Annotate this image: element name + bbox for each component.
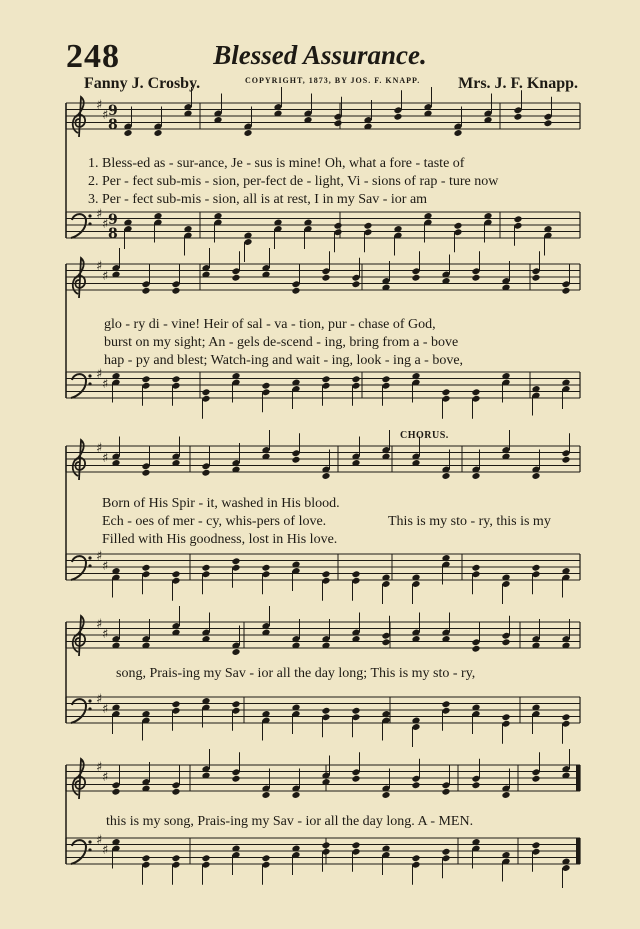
note-head xyxy=(231,557,240,565)
note-head xyxy=(123,129,132,137)
note-head xyxy=(351,280,360,288)
note-head xyxy=(411,854,420,862)
bass-clef-dot xyxy=(88,556,91,559)
note-head xyxy=(531,564,540,572)
hymn-number: 248 xyxy=(66,38,120,75)
note-head xyxy=(261,564,270,572)
sharp-icon: ♯ xyxy=(96,692,103,707)
note-head xyxy=(231,700,240,708)
note-head xyxy=(441,848,450,856)
note-head xyxy=(441,388,450,396)
note-head xyxy=(561,713,570,721)
note-head xyxy=(471,781,480,789)
time-signature-bottom: 8 xyxy=(108,226,118,242)
final-bar-line xyxy=(576,765,580,791)
note-head xyxy=(231,648,240,656)
lyric-line: burst on my sight; An - gels de-scend - ing, bring from a - bove xyxy=(104,335,459,350)
note-head xyxy=(501,791,510,799)
note-head xyxy=(201,564,210,572)
note-head xyxy=(381,638,390,646)
sharp-icon: ♯ xyxy=(102,702,109,717)
note-head xyxy=(441,472,450,480)
note-head xyxy=(531,775,540,783)
final-bar-line xyxy=(576,838,580,864)
sharp-icon: ♯ xyxy=(96,833,103,848)
bass-clef-dot xyxy=(88,222,91,225)
composer-credit: Mrs. J. F. Knapp. xyxy=(458,75,578,92)
note-head xyxy=(201,388,210,396)
note-head xyxy=(201,854,210,862)
note-head xyxy=(171,570,180,578)
lyric-line: this is my song, Prais-ing my Sav - ior all the day long. A - MEN. xyxy=(106,814,474,829)
bass-clef-icon xyxy=(71,840,86,864)
note-head xyxy=(141,375,150,383)
note-head xyxy=(561,287,570,295)
note-head xyxy=(453,222,462,230)
sharp-icon: ♯ xyxy=(96,259,103,274)
note-head xyxy=(411,781,420,789)
note-head xyxy=(411,274,420,282)
note-head xyxy=(291,456,300,464)
note-head xyxy=(321,274,330,282)
bass-clef-icon xyxy=(71,374,86,398)
chorus-label: CHORUS. xyxy=(400,430,449,441)
note-head xyxy=(543,119,552,127)
sharp-icon: ♯ xyxy=(102,217,109,232)
note-head xyxy=(141,564,150,572)
note-head xyxy=(501,638,510,646)
note-head xyxy=(531,472,540,480)
sharp-icon: ♯ xyxy=(102,377,109,392)
bass-clef-dot xyxy=(88,699,91,702)
copyright-notice: COPYRIGHT, 1873, BY JOS. F. KNAPP. xyxy=(245,76,421,85)
time-signature-top: 9 xyxy=(108,212,118,228)
note-head xyxy=(321,707,330,715)
note-head xyxy=(171,287,180,295)
note-head xyxy=(381,375,390,383)
note-head xyxy=(351,707,360,715)
note-head xyxy=(291,287,300,295)
note-head xyxy=(111,788,120,796)
note-head xyxy=(513,215,522,223)
lyric-line: Ech - oes of mer - cy, whis-pers of love. xyxy=(102,514,327,529)
note-head xyxy=(153,129,162,137)
note-head xyxy=(453,129,462,137)
note-head xyxy=(171,375,180,383)
note-head xyxy=(171,700,180,708)
note-head xyxy=(291,791,300,799)
bass-clef-icon xyxy=(71,214,86,238)
note-head xyxy=(513,113,522,121)
note-head xyxy=(363,222,372,230)
note-head xyxy=(351,570,360,578)
note-head xyxy=(333,119,342,127)
sharp-icon: ♯ xyxy=(102,269,109,284)
bass-clef-dot xyxy=(88,214,91,217)
lyric-line: hap - py and blest; Watch-ing and wait - ing, look - ing a - bove, xyxy=(104,353,464,368)
bass-clef-dot xyxy=(88,707,91,710)
note-head xyxy=(171,788,180,796)
lyric-line: song, Prais-ing my Sav - ior all the day long; This is my sto - ry, xyxy=(116,666,476,681)
bass-clef-dot xyxy=(88,374,91,377)
note-head xyxy=(261,382,270,390)
note-head xyxy=(471,472,480,480)
note-head xyxy=(321,375,330,383)
sharp-icon: ♯ xyxy=(102,108,109,123)
note-head xyxy=(471,274,480,282)
bass-clef-icon xyxy=(71,556,86,580)
note-head xyxy=(471,645,480,653)
sharp-icon: ♯ xyxy=(96,207,103,222)
sharp-icon: ♯ xyxy=(96,98,103,113)
note-head xyxy=(471,388,480,396)
note-head xyxy=(441,700,450,708)
sharp-icon: ♯ xyxy=(102,770,109,785)
lyric-line: Born of His Spir - it, washed in His blood. xyxy=(102,496,340,511)
chorus-lyric-line: This is my sto - ry, this is my xyxy=(388,514,551,529)
lyric-line: 3. Per - fect sub-mis - sion, all is at rest, I in my Sav - ior am xyxy=(88,192,428,207)
sharp-icon: ♯ xyxy=(102,451,109,466)
lyric-line: glo - ry di - vine! Heir of sal - va - tion, pur - chase of God, xyxy=(104,317,436,332)
note-head xyxy=(243,129,252,137)
sharp-icon: ♯ xyxy=(96,549,103,564)
sharp-icon: ♯ xyxy=(96,617,103,632)
note-head xyxy=(201,469,210,477)
hymn-title: Blessed Assurance. xyxy=(213,40,427,70)
note-head xyxy=(231,274,240,282)
note-head xyxy=(351,375,360,383)
note-head xyxy=(171,854,180,862)
note-head xyxy=(471,564,480,572)
note-head xyxy=(321,841,330,849)
note-head xyxy=(333,222,342,230)
note-head xyxy=(231,775,240,783)
note-head xyxy=(141,287,150,295)
author-credit: Fanny J. Crosby. xyxy=(84,75,201,92)
bass-clef-dot xyxy=(88,848,91,851)
note-head xyxy=(141,469,150,477)
note-head xyxy=(441,788,450,796)
sharp-icon: ♯ xyxy=(96,760,103,775)
note-head xyxy=(531,274,540,282)
note-head xyxy=(351,775,360,783)
note-head xyxy=(321,472,330,480)
bass-clef-dot xyxy=(88,840,91,843)
note-head xyxy=(531,841,540,849)
sharp-icon: ♯ xyxy=(102,627,109,642)
sharp-icon: ♯ xyxy=(96,441,103,456)
sharp-icon: ♯ xyxy=(102,843,109,858)
note-head xyxy=(393,113,402,121)
time-signature-bottom: 8 xyxy=(108,117,118,133)
lyric-line: Filled with His goodness, lost in His love. xyxy=(102,532,338,547)
note-head xyxy=(261,791,270,799)
lyric-line: 1. Bless-ed as - sur-ance, Je - sus is mine! Oh, what a fore - taste of xyxy=(88,156,465,171)
lyric-line: 2. Per - fect sub-mis - sion, per-fect de - light, Vi - sions of rap - ture now xyxy=(88,174,499,189)
note-head xyxy=(321,570,330,578)
bass-clef-dot xyxy=(88,382,91,385)
time-signature-top: 9 xyxy=(108,103,118,119)
note-head xyxy=(381,791,390,799)
note-head xyxy=(501,713,510,721)
note-head xyxy=(561,456,570,464)
bass-clef-icon xyxy=(71,699,86,723)
sharp-icon: ♯ xyxy=(96,367,103,382)
note-head xyxy=(261,854,270,862)
bass-clef-dot xyxy=(88,564,91,567)
sharp-icon: ♯ xyxy=(102,559,109,574)
note-head xyxy=(351,841,360,849)
note-head xyxy=(141,854,150,862)
